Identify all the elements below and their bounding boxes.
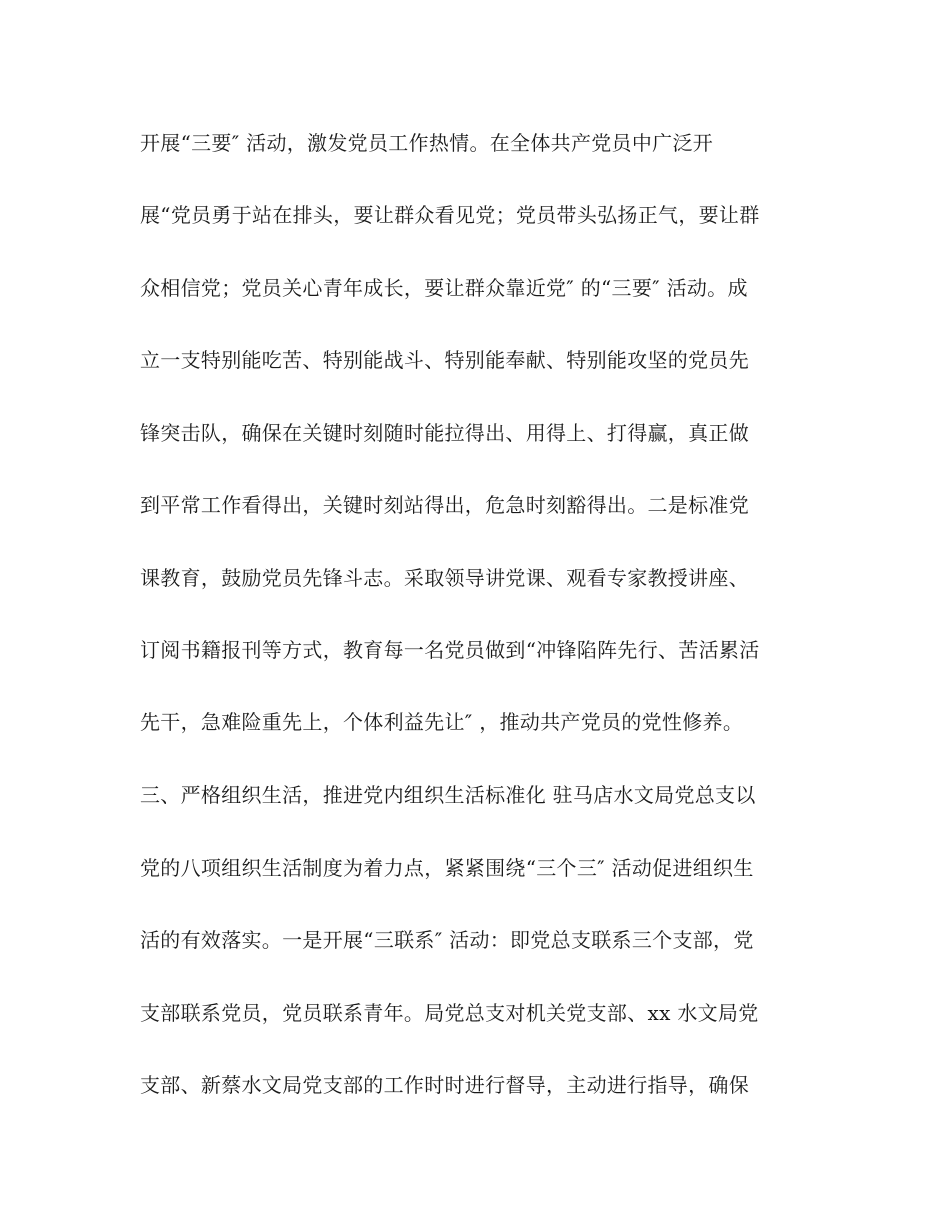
text-line: 课教育，鼓励党员先锋斗志。采取领导讲党课、观看专家教授讲座、 bbox=[140, 566, 749, 590]
text-line: 三、严格组织生活，推进党内组织生活标准化 驻马店水文局党总支以 bbox=[140, 783, 756, 807]
text-line: 订阅书籍报刊等方式，教育每一名党员做到“冲锋陷阵先行、苦活累活 bbox=[140, 638, 760, 662]
text-line: 到平常工作看得出，关键时刻站得出，危急时刻豁得出。二是标准党 bbox=[140, 493, 749, 517]
text-line: 先干，急难险重先上，个体利益先让″ ，推动共产党员的党性修养。 bbox=[140, 710, 744, 734]
text-line: 支部、新蔡水文局党支部的工作时时进行督导，主动进行指导，确保 bbox=[140, 1073, 749, 1097]
text-line: 支部联系党员，党员联系青年。局党总支对机关党支部、xx 水文局党 bbox=[140, 1001, 759, 1025]
text-line: 活的有效落实。一是开展“三联系″ 活动：即党总支联系三个支部，党 bbox=[140, 928, 754, 952]
text-line: 党的八项组织生活制度为着力点，紧紧围绕“三个三″ 活动促进组织生 bbox=[140, 856, 754, 880]
text-line: 开展“三要″ 活动，激发党员工作热情。在全体共产党员中广泛开 bbox=[140, 131, 714, 155]
text-line: 众相信党；党员关心青年成长，要让群众靠近党″ 的“三要″ 活动。成 bbox=[140, 276, 748, 300]
text-line: 立一支特别能吃苦、特别能战斗、特别能奉献、特别能攻坚的党员先 bbox=[140, 348, 749, 372]
text-line: 锋突击队，确保在关键时刻随时能拉得出、用得上、打得赢，真正做 bbox=[140, 421, 749, 445]
text-line: 展“党员勇于站在排头，要让群众看见党；党员带头弘扬正气，要让群 bbox=[140, 203, 760, 227]
